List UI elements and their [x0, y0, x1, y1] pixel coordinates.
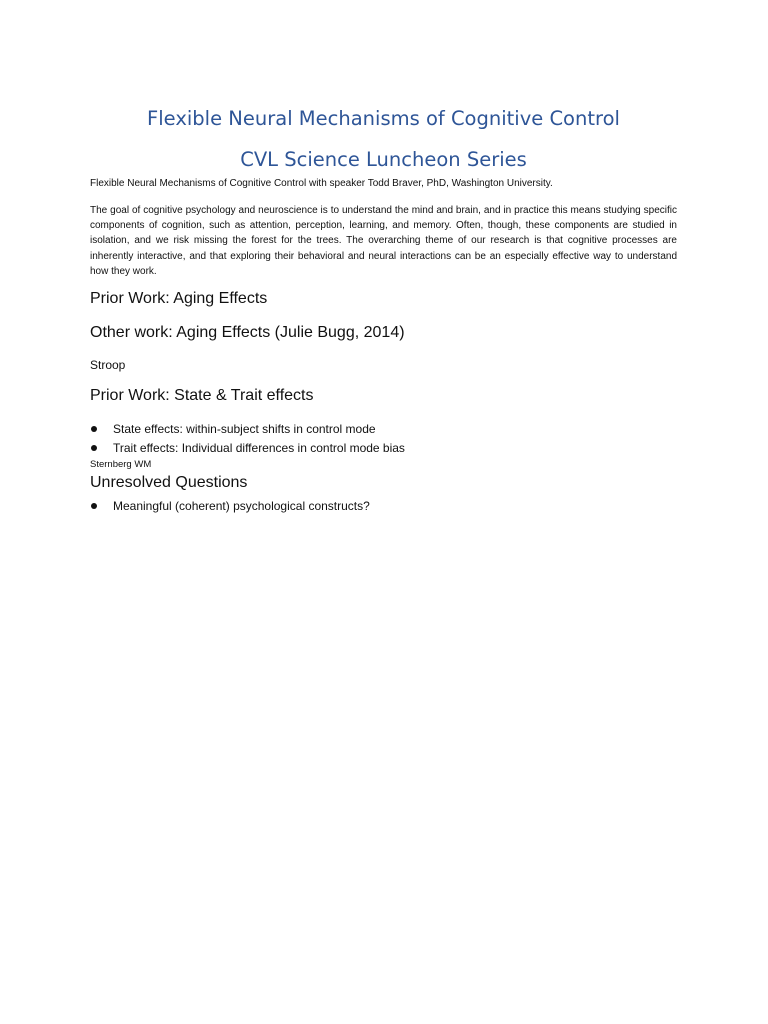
list-item [90, 420, 405, 439]
bullet-icon [91, 503, 97, 509]
document-title: Flexible Neural Mechanisms of Cognitive Control [147, 107, 620, 130]
sternberg-note: Sternberg WM [90, 459, 152, 470]
list-item [90, 497, 370, 516]
intro-line: Flexible Neural Mechanisms of Cognitive Control with speaker Todd Braver, PhD, Washington University. [90, 178, 553, 189]
heading-other-aging: Other work: Aging Effects (Julie Bugg, 2014) [90, 324, 405, 341]
heading-prior-aging: Prior Work: Aging Effects [90, 290, 268, 307]
list-item [90, 439, 405, 458]
list-item-text: State effects: within-subject shifts in control mode [113, 422, 376, 436]
heading-unresolved-questions: Unresolved Questions [90, 474, 248, 491]
list-item-text: Trait effects: Individual differences in control mode bias [113, 441, 405, 455]
stroop-label: Stroop [90, 358, 126, 372]
state-trait-list [90, 420, 405, 458]
unresolved-list [90, 497, 370, 516]
bullet-icon [91, 426, 97, 432]
document-subtitle: CVL Science Luncheon Series [240, 148, 527, 171]
heading-prior-state-trait: Prior Work: State & Trait effects [90, 387, 314, 404]
body-paragraph: The goal of cognitive psychology and neuroscience is to understand the mind and brain, and in practice this means studying specific components of cognition, such as attention, perception, learning, and memory. Often, though, these components are studied in isolation, and we risk missing the forest for the trees. The overarching theme of our research is that cognitive processes are inherently interactive, and that exploring their behavioral and neural interactions can be an especially effective way to understand how they work. [90, 205, 677, 277]
bullet-icon [91, 445, 97, 451]
list-item-text: Meaningful (coherent) psychological constructs? [113, 499, 370, 513]
